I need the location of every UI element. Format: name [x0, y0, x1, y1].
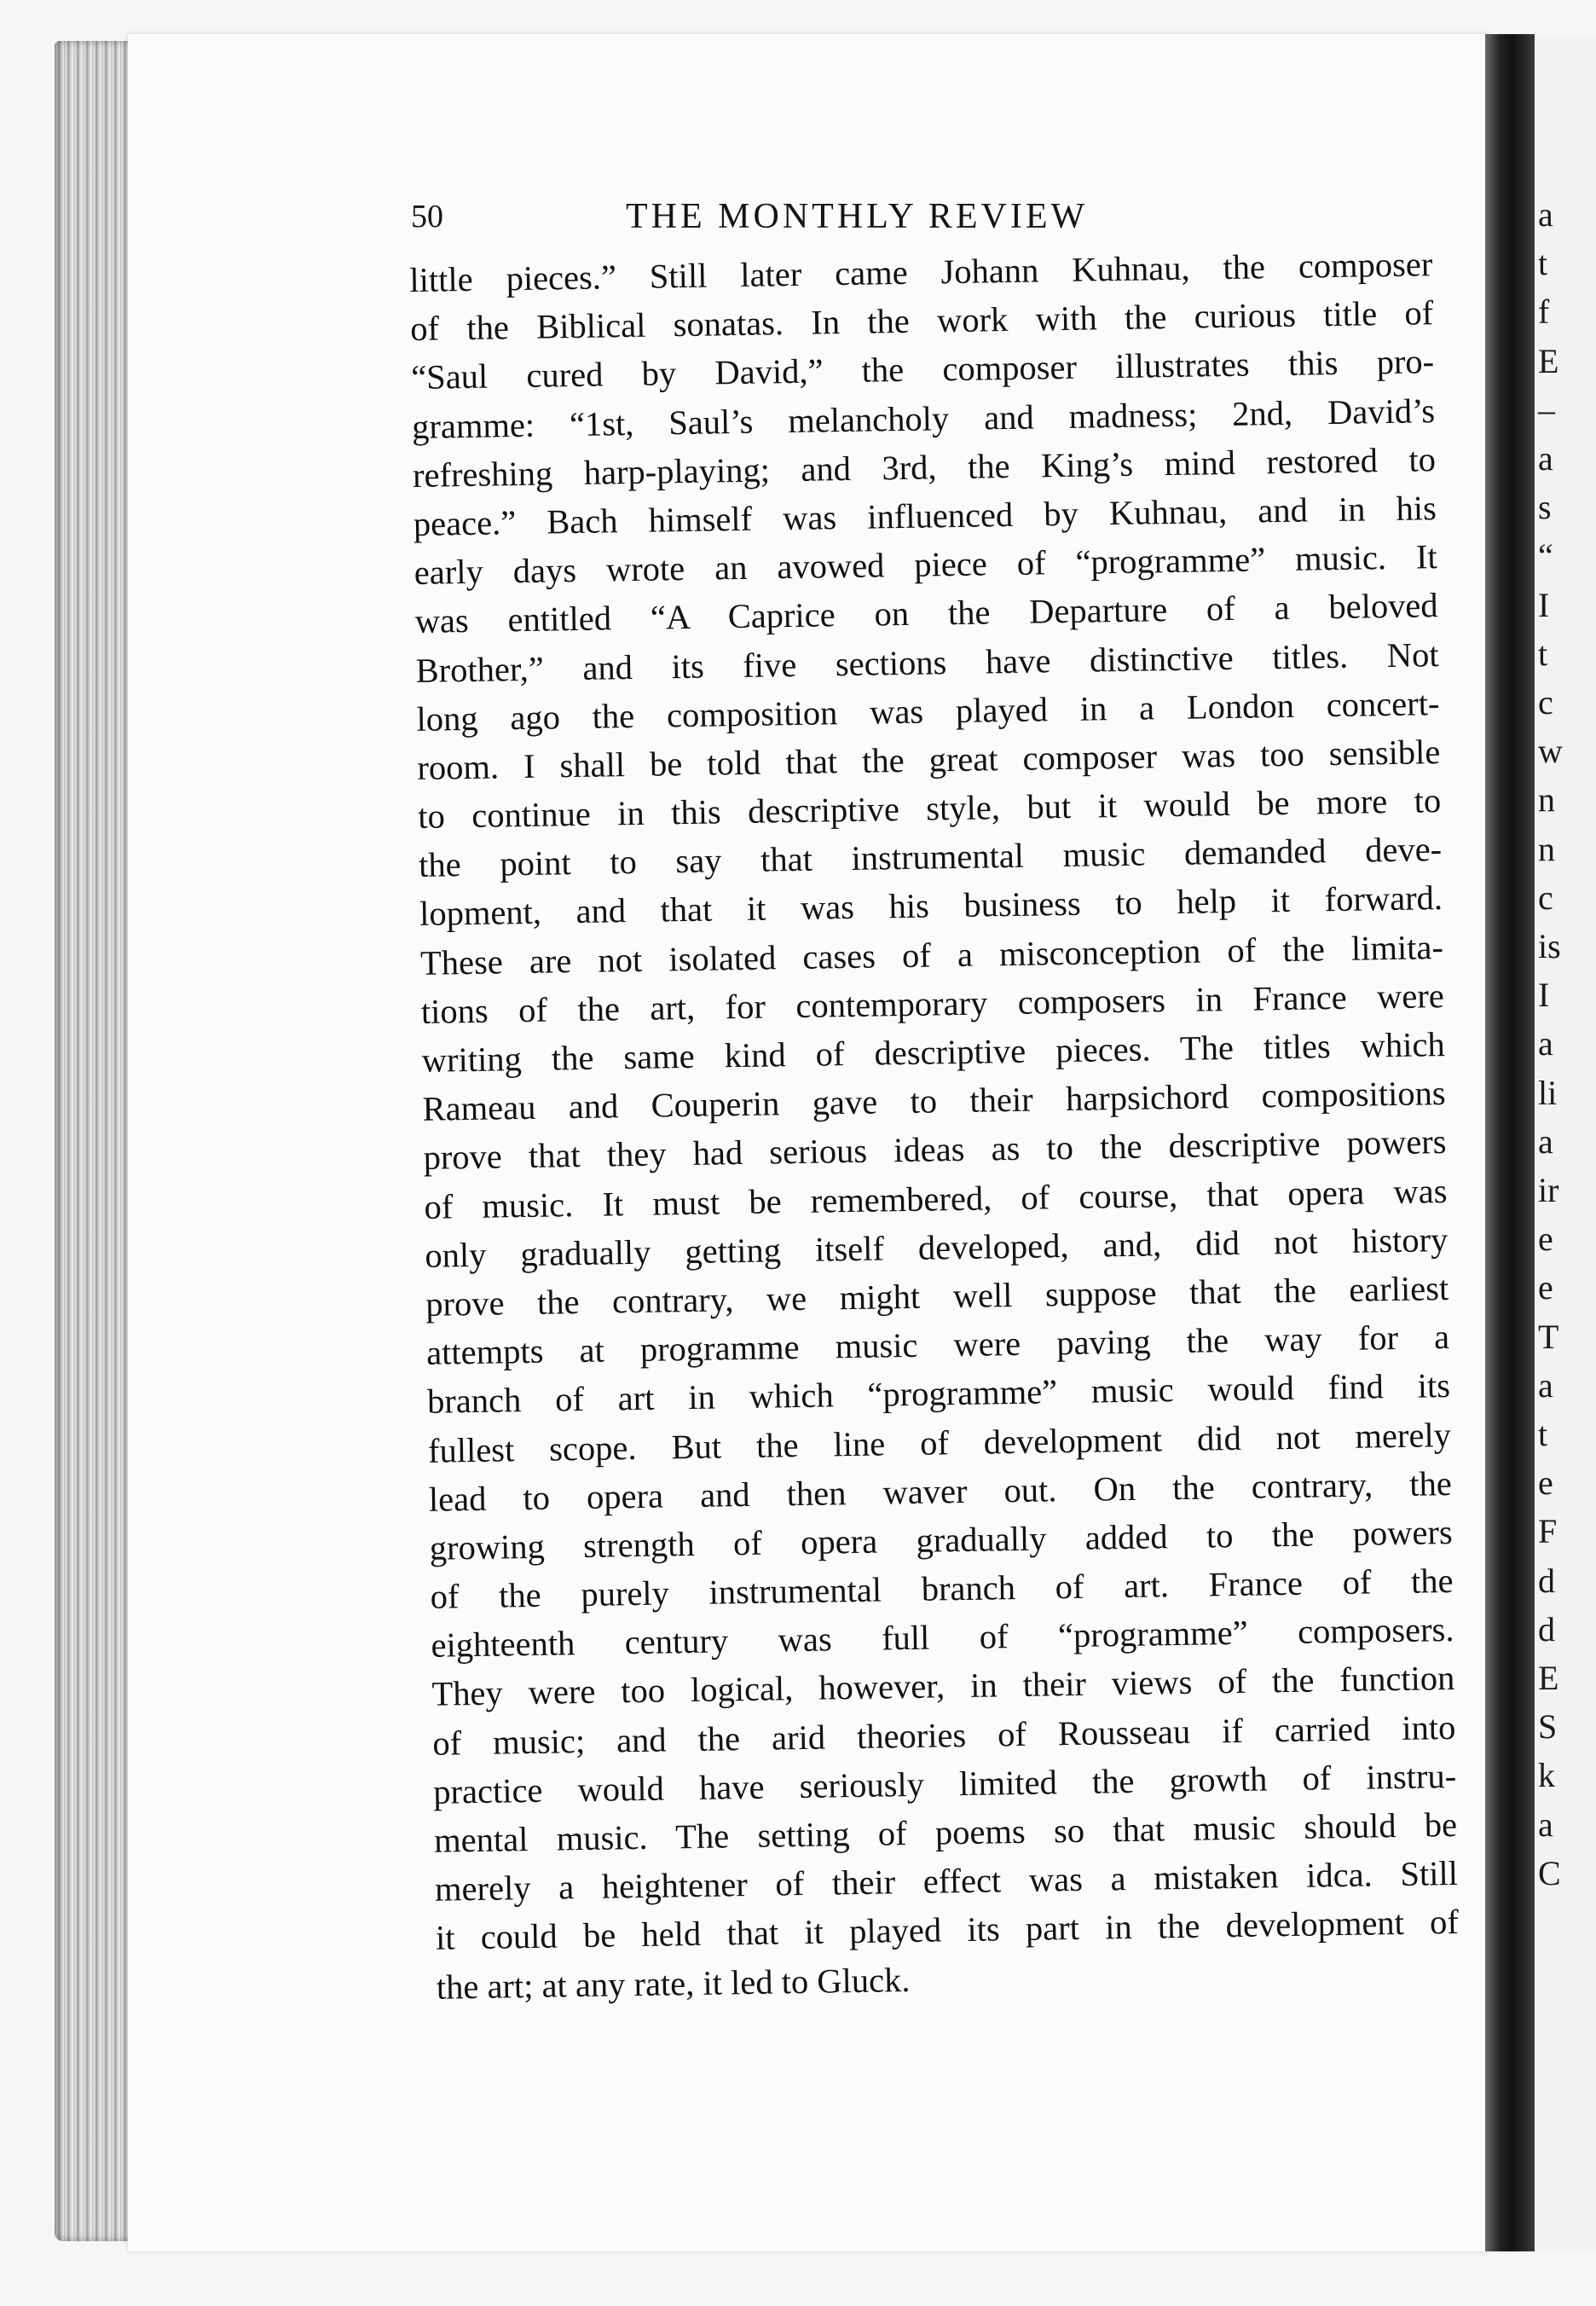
facing-page-fragment: d	[1538, 1561, 1555, 1600]
page-stack-edge	[55, 41, 136, 2241]
facing-page-fragment: w	[1538, 732, 1563, 771]
facing-page-fragment: c	[1538, 683, 1553, 721]
facing-page-fragment: s	[1538, 488, 1552, 527]
facing-page-fragment: a	[1538, 1024, 1553, 1063]
facing-page-fragment: C	[1538, 1853, 1561, 1892]
text-line: mental music. The setting of poems so that music should be	[433, 1805, 1458, 1860]
journal-title: THE MONTHLY REVIEW	[626, 197, 1089, 236]
text-line: prove the contrary, we might well suppose that the earliest	[425, 1268, 1449, 1324]
text-line: little pieces.” Still later came Johann Kuhnau, the composer	[409, 245, 1433, 299]
body-text	[409, 240, 1460, 2011]
text-line: it could be held that it played its part in the development of	[435, 1903, 1460, 1958]
text-line: only gradually getting itself developed, and, did not history	[425, 1220, 1449, 1275]
text-line: fullest scope. But the line of development did not merely	[427, 1415, 1452, 1470]
facing-page-fragment: “	[1538, 536, 1553, 576]
facing-page-fragment: is	[1538, 927, 1561, 965]
facing-page-fragment: t	[1538, 244, 1548, 283]
facing-page-fragment: c	[1538, 878, 1553, 917]
text-line: of the purely instrumental branch of art. France of the	[430, 1561, 1454, 1616]
facing-page-fragment: n	[1538, 780, 1555, 820]
text-line: These are not isolated cases of a misconception of the limita-	[419, 927, 1444, 982]
facing-page-fragment: a	[1538, 1805, 1553, 1844]
text-line: Brother,” and its five sections have distinctive titles. Not	[415, 634, 1439, 690]
text-line: eighteenth century was full of “programme” composers.	[431, 1610, 1454, 1666]
facing-page-fragment: a	[1538, 195, 1553, 234]
facing-page-fragment: k	[1538, 1756, 1555, 1795]
text-line: writing the same kind of descriptive pieces. The titles which	[421, 1025, 1446, 1080]
text-line: to continue in this descriptive style, but it would be more to	[417, 781, 1442, 836]
text-line: “Saul cured by David,” the composer illustrates this pro-	[410, 342, 1435, 397]
text-line: tions of the art, for contemporary composers in France were	[420, 976, 1445, 1031]
facing-page-fragment: –	[1538, 390, 1555, 429]
text-line: branch of art in which “programme” music would find its	[426, 1366, 1451, 1422]
text-line: They were too logical, however, in their views of the function	[431, 1659, 1455, 1714]
facing-page-fragment: I	[1538, 976, 1550, 1015]
facing-page-fragment: f	[1538, 293, 1550, 332]
facing-page-fragment: a	[1538, 1365, 1553, 1405]
text-line: long ago the composition was played in a London concert-	[416, 683, 1440, 739]
text-line: the point to say that instrumental music demanded deve-	[418, 830, 1443, 885]
facing-page-fragment: li	[1538, 1073, 1558, 1112]
text-line: lead to opera and then waver out. On the contrary, the	[428, 1463, 1453, 1519]
facing-page-fragment: F	[1538, 1512, 1558, 1551]
facing-page-sliver	[1535, 34, 1596, 2251]
facing-page-fragment: I	[1538, 585, 1550, 624]
page-number: 50	[411, 199, 443, 235]
text-line: gramme: “1st, Saul’s melancholy and madness; 2nd, David’s	[411, 391, 1436, 446]
facing-page-fragment: a	[1538, 1121, 1553, 1161]
binding-gutter	[1485, 34, 1535, 2251]
text-line: merely a heightener of their effect was a mistaken idca. Still	[434, 1854, 1459, 1909]
facing-page-fragment: ir	[1538, 1171, 1559, 1209]
facing-page-fragment: t	[1538, 634, 1548, 673]
text-line: growing strength of opera gradually added to the powers	[429, 1512, 1454, 1567]
facing-page-fragment: a	[1538, 439, 1553, 478]
text-line: practice would have seriously limited the growth of instru-	[432, 1756, 1457, 1811]
text-line: refreshing harp-playing; and 3rd, the King’s mind restored to	[412, 439, 1437, 495]
text-line: prove that they had serious ideas as to the descriptive powers	[423, 1122, 1447, 1178]
running-head	[411, 193, 1264, 244]
facing-page-fragment: S	[1538, 1707, 1558, 1747]
text-line: Rameau and Couperin gave to their harpsichord compositions	[422, 1074, 1446, 1129]
facing-page-fragment: t	[1538, 1415, 1548, 1453]
facing-page-fragment: E	[1538, 1659, 1559, 1697]
text-line: room. I shall be told that the great composer was too sensible	[417, 732, 1441, 787]
facing-page-fragment: n	[1538, 829, 1555, 868]
text-line: was entitled “A Caprice on the Departure of a beloved	[414, 586, 1438, 641]
facing-page-fragment: E	[1538, 341, 1559, 380]
text-line: peace.” Bach himself was influenced by Kuhnau, and in his	[413, 489, 1437, 543]
text-line: of the Biblical sonatas. In the work with the curious title of	[409, 293, 1434, 349]
text-line: attempts at programme music were paving the way for a	[425, 1318, 1450, 1372]
facing-page-fragment: e	[1538, 1268, 1553, 1307]
text-line: lopment, and that it was his business to help it forward.	[419, 878, 1443, 934]
text-line: the art; at any rate, it led to Gluck.	[436, 1960, 911, 2007]
text-line: early days wrote an avowed piece of “programme” music. It	[413, 537, 1438, 593]
facing-page-fragment: e	[1538, 1220, 1553, 1259]
facing-page-fragment: T	[1538, 1317, 1559, 1356]
facing-page-fragment: d	[1538, 1609, 1555, 1648]
text-line: of music; and the arid theories of Rousseau if carried into	[432, 1707, 1456, 1763]
text-line: of music. It must be remembered, of course, that opera was	[424, 1171, 1448, 1226]
facing-page-fragment: e	[1538, 1463, 1553, 1503]
